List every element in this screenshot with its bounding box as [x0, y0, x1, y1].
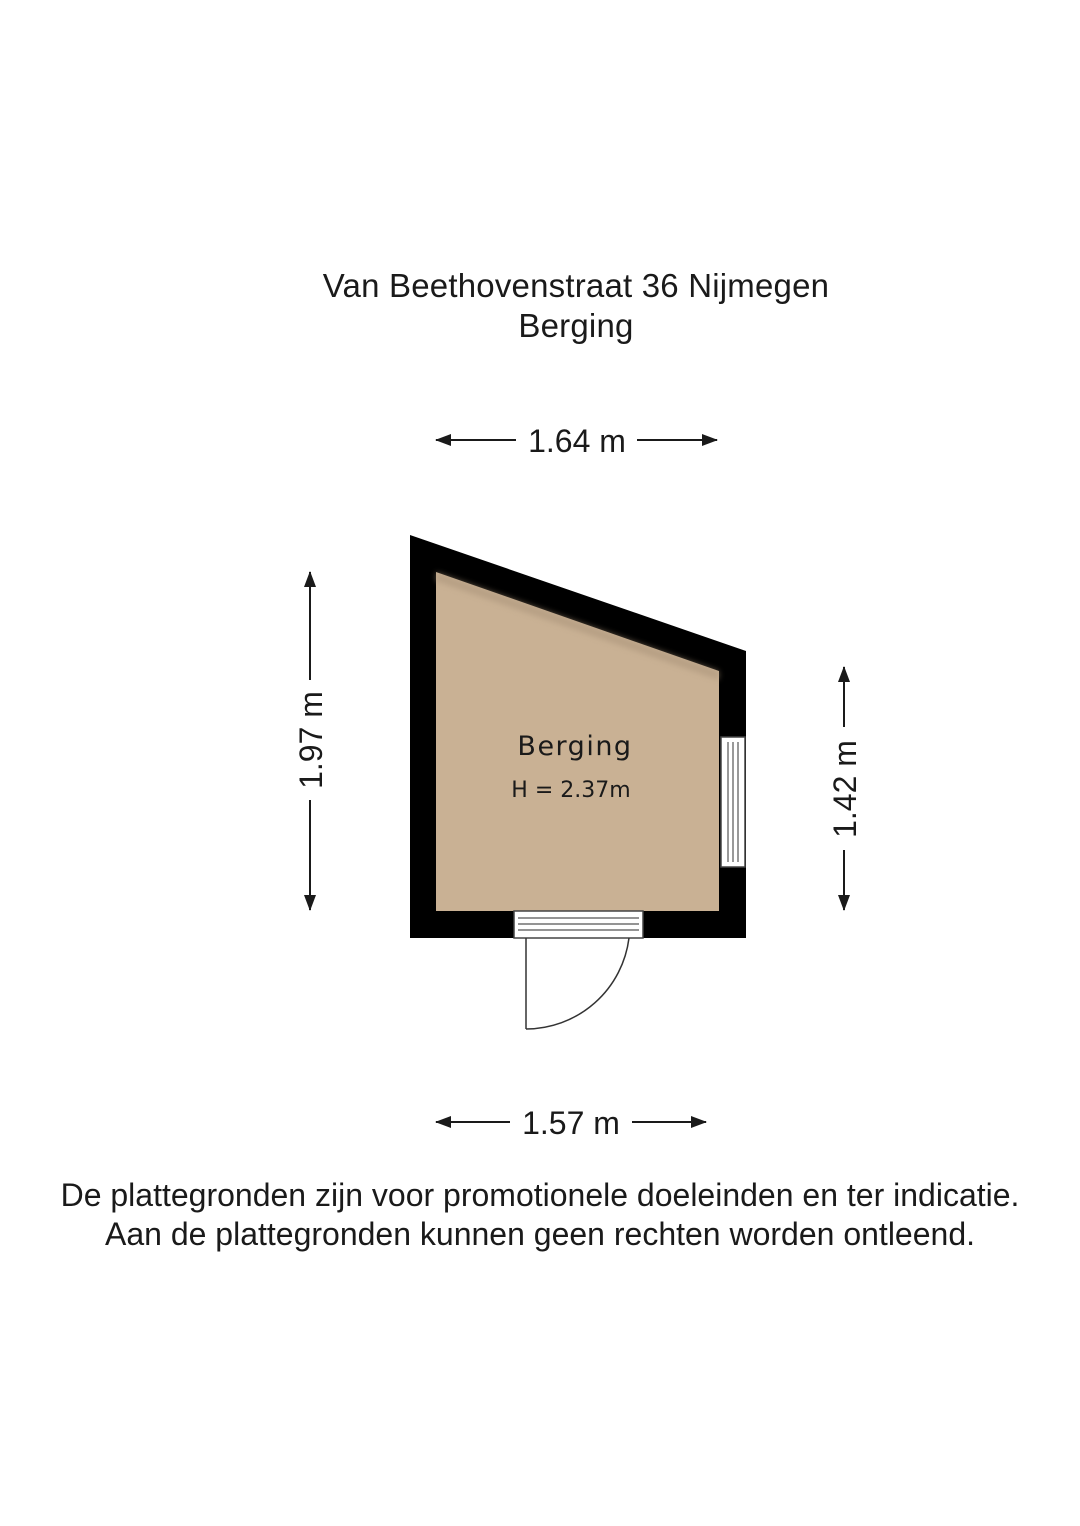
dimension-bottom-label: 1.57 m: [522, 1105, 620, 1141]
window: [721, 737, 745, 867]
room-label: Berging: [517, 731, 633, 762]
address-title: Van Beethovenstraat 36 Nijmegen: [322, 267, 830, 304]
dimension-top: [436, 423, 717, 459]
floor-title: Berging: [518, 307, 634, 344]
dimension-bottom: [436, 1105, 706, 1141]
disclaimer-line-2: Aan de plattegronden kunnen geen rechten worden ontleend.: [104, 1216, 975, 1252]
dimension-right: [827, 667, 863, 910]
dimension-left: [293, 572, 329, 910]
dimension-right-label: 1.42 m: [827, 740, 863, 838]
dimension-top-label: 1.64 m: [528, 423, 626, 459]
door: [514, 911, 643, 1029]
dimension-left-label: 1.97 m: [293, 691, 329, 789]
disclaimer-line-1: De plattegronden zijn voor promotionele doeleinden en ter indicatie.: [60, 1177, 1020, 1213]
disclaimer: [0, 1176, 1080, 1254]
room-height-label: H = 2.37m: [511, 778, 631, 803]
